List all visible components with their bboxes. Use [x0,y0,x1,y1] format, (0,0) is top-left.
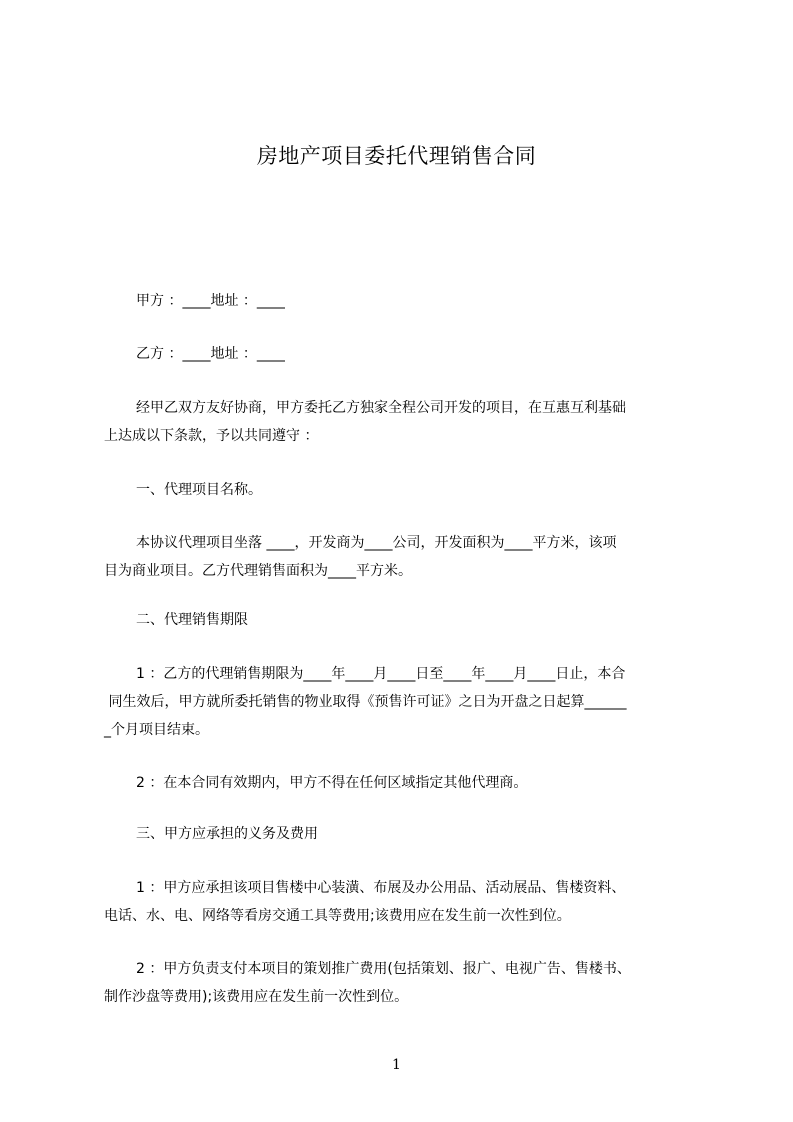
section-2-item-1-line-2: 同生效后，甲方就所委托销售的物业取得《预售许可证》之日为开盘之日起算______ [104,694,627,710]
document-title: 房地产项目委托代理销售合同 [256,144,537,168]
section-3-item-1-line-2: 电话、水、电、网络等看房交通工具等费用;该费用应在发生前一次性到位。 [104,908,571,924]
intro-paragraph-line-1: 经甲乙双方友好协商，甲方委托乙方独家全程公司开发的项目，在互惠互利基础 [136,400,626,416]
party-b-line: 乙方 ：____地址 ：____ [136,346,285,362]
section-2-item-2: 2 ：在本合同有效期内，甲方不得在任何区域指定其他代理商。 [136,775,528,791]
section-1-paragraph-line-1: 本协议代理项目坐落 ____，开发商为____公司，开发面积为____平方米，该项 [136,535,617,551]
section-3-item-2-line-1: 2 ：甲方负责支付本项目的策划推广费用(包括策划、报广、电视广告、售楼书、 [136,961,631,977]
section-1-heading: 一、代理项目名称。 [136,482,262,498]
section-2-heading: 二、代理销售期限 [136,612,248,628]
intro-paragraph-line-2: 上达成以下条款，予以共同遵守 ： [104,428,319,444]
section-3-heading: 三、甲方应承担的义务及费用 [136,826,318,842]
section-3-item-1-line-1: 1 ：甲方应承担该项目售楼中心装潢、布展及办公用品、活动展品、售楼资料、 [136,880,626,896]
party-a-line: 甲方 ：____地址 ：____ [136,293,285,309]
section-2-item-1-line-3: _个月项目结束。 [104,722,209,738]
section-2-item-1-line-1: 1 ：乙方的代理销售期限为____年____月____日至____年____月____日止，本合 [136,666,626,682]
section-1-paragraph-line-2: 目为商业项目。乙方代理销售面积为____平方米。 [104,563,412,579]
section-3-item-2-line-2: 制作沙盘等费用);该费用应在发生前一次性到位。 [104,989,409,1005]
page-number: 1 [392,1057,401,1073]
